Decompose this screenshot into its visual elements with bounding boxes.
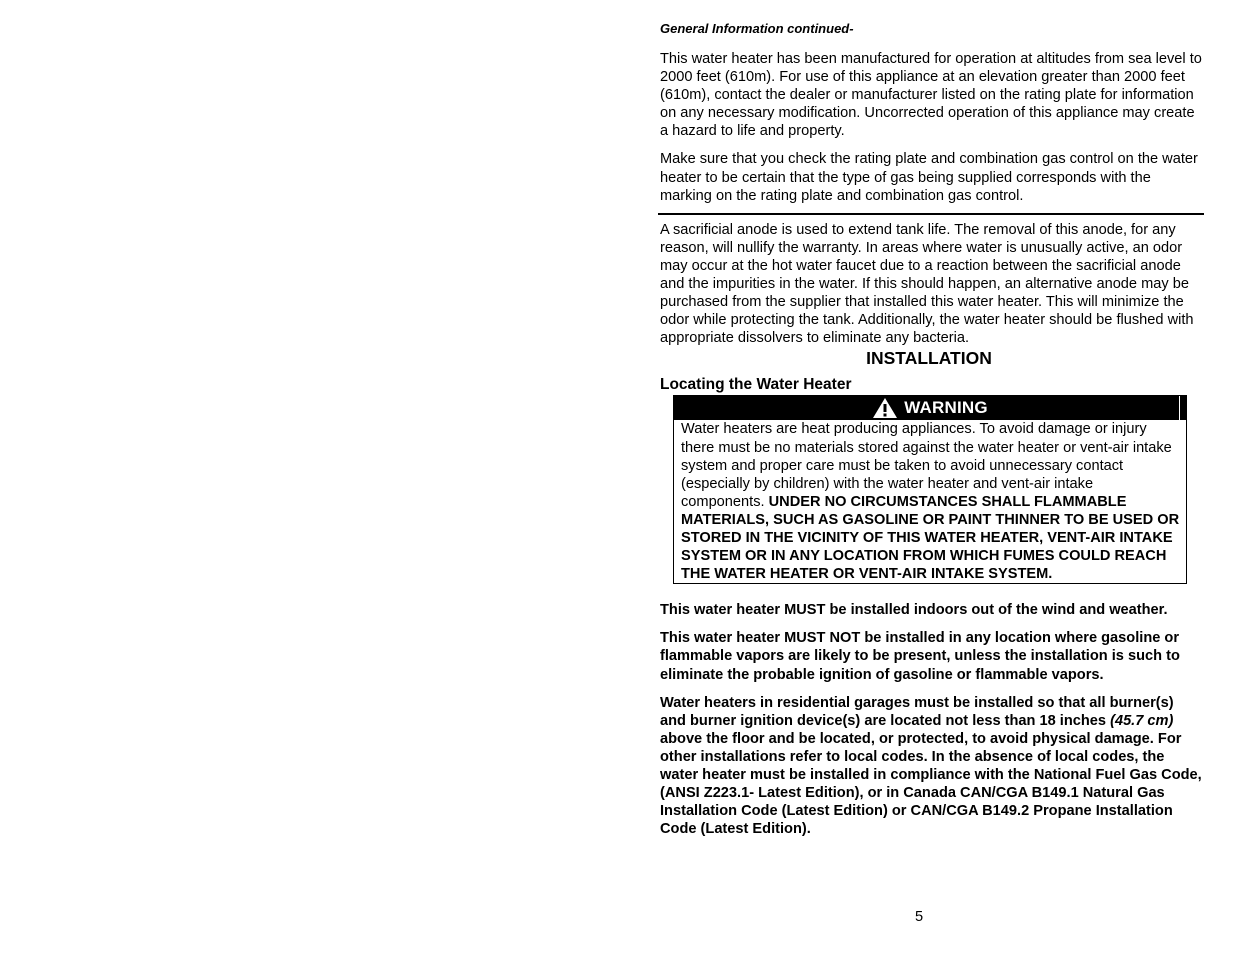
warning-title: WARNING	[904, 398, 988, 418]
garage-paragraph-metric: (45.7 cm)	[1110, 712, 1174, 729]
section-divider	[658, 213, 1204, 215]
warning-box	[673, 395, 1187, 584]
installation-heading: INSTALLATION	[866, 348, 992, 369]
anode-paragraph: A sacrificial anode is used to extend tank life. The removal of this anode, for any reason, will nullify the warranty. In areas where water is unusually active, an odor may occur at the hot water faucet due to a reaction between the sacrificial anode and the impurities in the water. If this should happen, an alternative anode may be purchased from the supplier that installed this water heater. This will minimize the odor while protecting the tank. Additionally, the water heater should be flushed with appropriate dissolvers to eliminate any bacteria.	[660, 221, 1194, 347]
warning-text-bold: UNDER NO CIRCUMSTANCES SHALL FLAMMABLE MATERIALS, SUCH AS GASOLINE OR PAINT THINNER TO BE USED OR STORED IN THE VICINITY OF THIS WATER HEATER, VENT-AIR INTAKE SYSTEM OR IN ANY LOCATION FROM WHICH FUMES COULD REACH THE WATER HEATER OR VENT-AIR INTAKE SYSTEM.	[681, 493, 1180, 583]
page-number: 5	[915, 909, 924, 925]
warning-triangle-icon	[872, 397, 898, 419]
locating-subheading: Locating the Water Heater	[660, 376, 852, 394]
warning-text-normal: Water heaters are heat producing appliances. To avoid damage or injury there must be no materials stored against the water heater or vent-air intake system and proper care must be taken to avoid unnecessary contact (especially by children) with the water heater and vent-air intake components.	[681, 421, 1172, 510]
garage-paragraph-part2: above the floor and be located, or protected, to avoid physical damage. For other installations refer to local codes. In the absence of local codes, the water heater must be installed in compliance with the National Fuel Gas Code, (ANSI Z223.1- Latest Edition), or in Canada CAN/CGA B149.1 Natural Gas Installation Code (Latest Edition) or CAN/CGA B149.2 Propane Installation Code (Latest Edition).	[660, 730, 1202, 838]
altitude-paragraph: This water heater has been manufactured for operation at altitudes from sea level to 2000 feet (610m). For use of this appliance at an elevation greater than 2000 feet (610m), contact the dealer or manufacturer listed on the rating plate for information on any necessary modification. Uncorrected operation of this appliance may create a hazard to life and property.	[660, 51, 1202, 140]
warning-text	[674, 420, 1186, 583]
indoors-paragraph: This water heater MUST be installed indoors out of the wind and weather.	[660, 602, 1168, 619]
gas-type-paragraph: Make sure that you check the rating plate and combination gas control on the water heater to be certain that the type of gas being supplied corresponds with the marking on the rating plate and combination gas control.	[660, 151, 1198, 204]
vapors-paragraph: This water heater MUST NOT be installed in any location where gasoline or flammable vapors are likely to be present, unless the installation is such to eliminate the probable ignition of gasoline or flammable vapors.	[660, 630, 1180, 683]
garage-paragraph	[660, 694, 1202, 839]
garage-paragraph-part1: Water heaters in residential garages must be installed so that all burner(s) and burner ignition device(s) are located not less than 18 inches	[660, 694, 1174, 729]
section-label: General Information continued-	[660, 21, 854, 36]
warning-title-bar	[674, 396, 1186, 420]
manual-page	[660, 20, 1202, 838]
